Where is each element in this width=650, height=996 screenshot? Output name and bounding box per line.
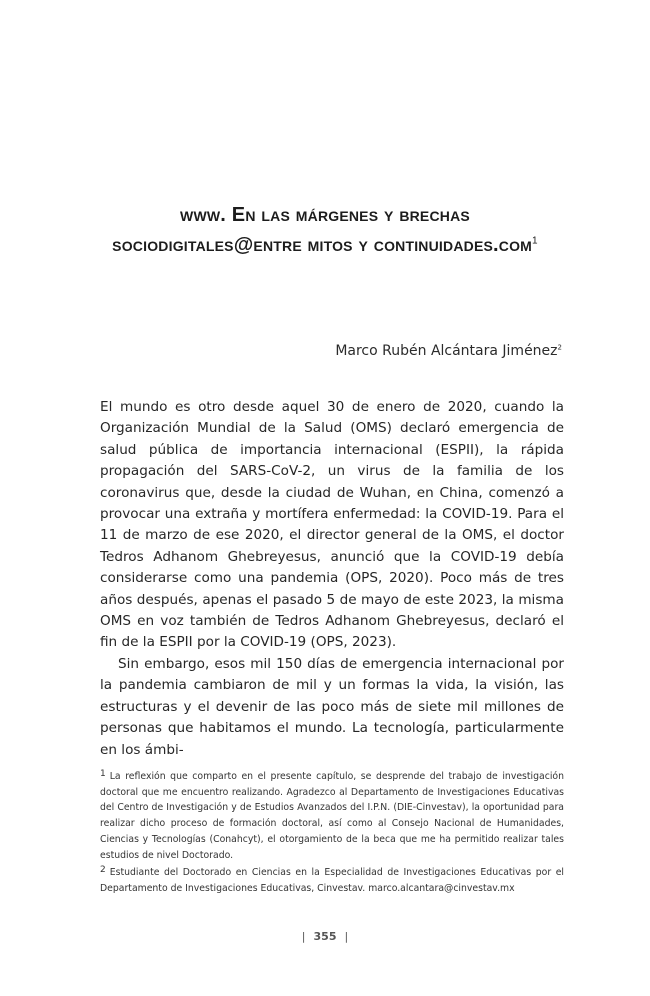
chapter-title-text-2: sociodigitales@entre mitos y continuidades.com: [112, 234, 533, 256]
body-paragraph-2: Sin embargo, esos mil 150 días de emergencia internacional por la pandemia cambiaron de mil y un formas la vida, la visión, las estructuras y el devenir de las poco más de siete mil millones de personas que habitamos el mundo. La tecnología, particularmente en los ámbi-: [100, 655, 564, 758]
chapter-title-line-1: [60, 204, 590, 227]
footnote-2-number: 2: [100, 865, 106, 876]
author-line: [335, 343, 562, 359]
footnote-1: [100, 767, 564, 863]
author-name: Marco Rubén Alcántara Jiménez: [335, 343, 558, 359]
folio-separator-right: |: [344, 930, 349, 943]
footnote-1-number: 1: [100, 769, 106, 779]
chapter-title-line-2: [60, 234, 590, 257]
footnote-2: [100, 863, 564, 896]
chapter-title-text-1: www. En las márgenes y brechas: [180, 204, 470, 226]
folio-separator-left: |: [301, 930, 306, 943]
title-footnote-ref[interactable]: 1: [532, 235, 538, 247]
page-folio: [0, 930, 650, 943]
chapter-body: [100, 397, 564, 761]
footnotes-section: [100, 767, 564, 897]
body-paragraph-1: El mundo es otro desde aquel 30 de enero de 2020, cuando la Organización Mundial de la Salud (OMS) declaró emergencia de salud pública de importancia internacional (ESPII), la rápida propagación del SARS-CoV-2, un virus de la familia de los coronavirus que, desde la ciudad de Wuhan, en China, comenzó a provocar una extraña y mortífera enfermedad: la COVID-19. Para el 11 de marzo de ese 2020, el director general de la OMS, el doctor Tedros Adhanom Ghebreyesus, anunció que la COVID-19 debía considerarse como una pandemia (OPS, 2020). Poco más de tres años después, apenas el pasado 5 de mayo de este 2023, la misma OMS en voz también de Tedros Adhanom Ghebreyesus, declaró el fin de la ESPII por la COVID-19 (OPS, 2023).: [100, 399, 564, 651]
footnote-1-text: La reflexión que comparto en el presente capítulo, se desprende del trabajo de investigación doctoral que me encuentro realizando. Agradezco al Departamento de Investigaciones Educativas del Centro de Investigación y de Estudios Avanzados del I.P.N. (DIE-Cinvestav), la oportunidad para realizar dicho proceso de formación doctoral, así como al Consejo Nacional de Humanidades, Ciencias y Tecnologías (Conahcyt), el otorgamiento de la beca que me ha permitido realizar tales estudios de nivel Doctorado.: [100, 771, 564, 861]
footnote-2-text: Estudiante del Doctorado en Ciencias en la Especialidad de Investigaciones Educativas por el Departamento de Investigaciones Educativas, Cinvestav. marco.alcantara@cinvestav.mx: [100, 867, 564, 894]
author-footnote-ref[interactable]: 2: [557, 343, 562, 352]
page-number: 355: [313, 930, 337, 943]
